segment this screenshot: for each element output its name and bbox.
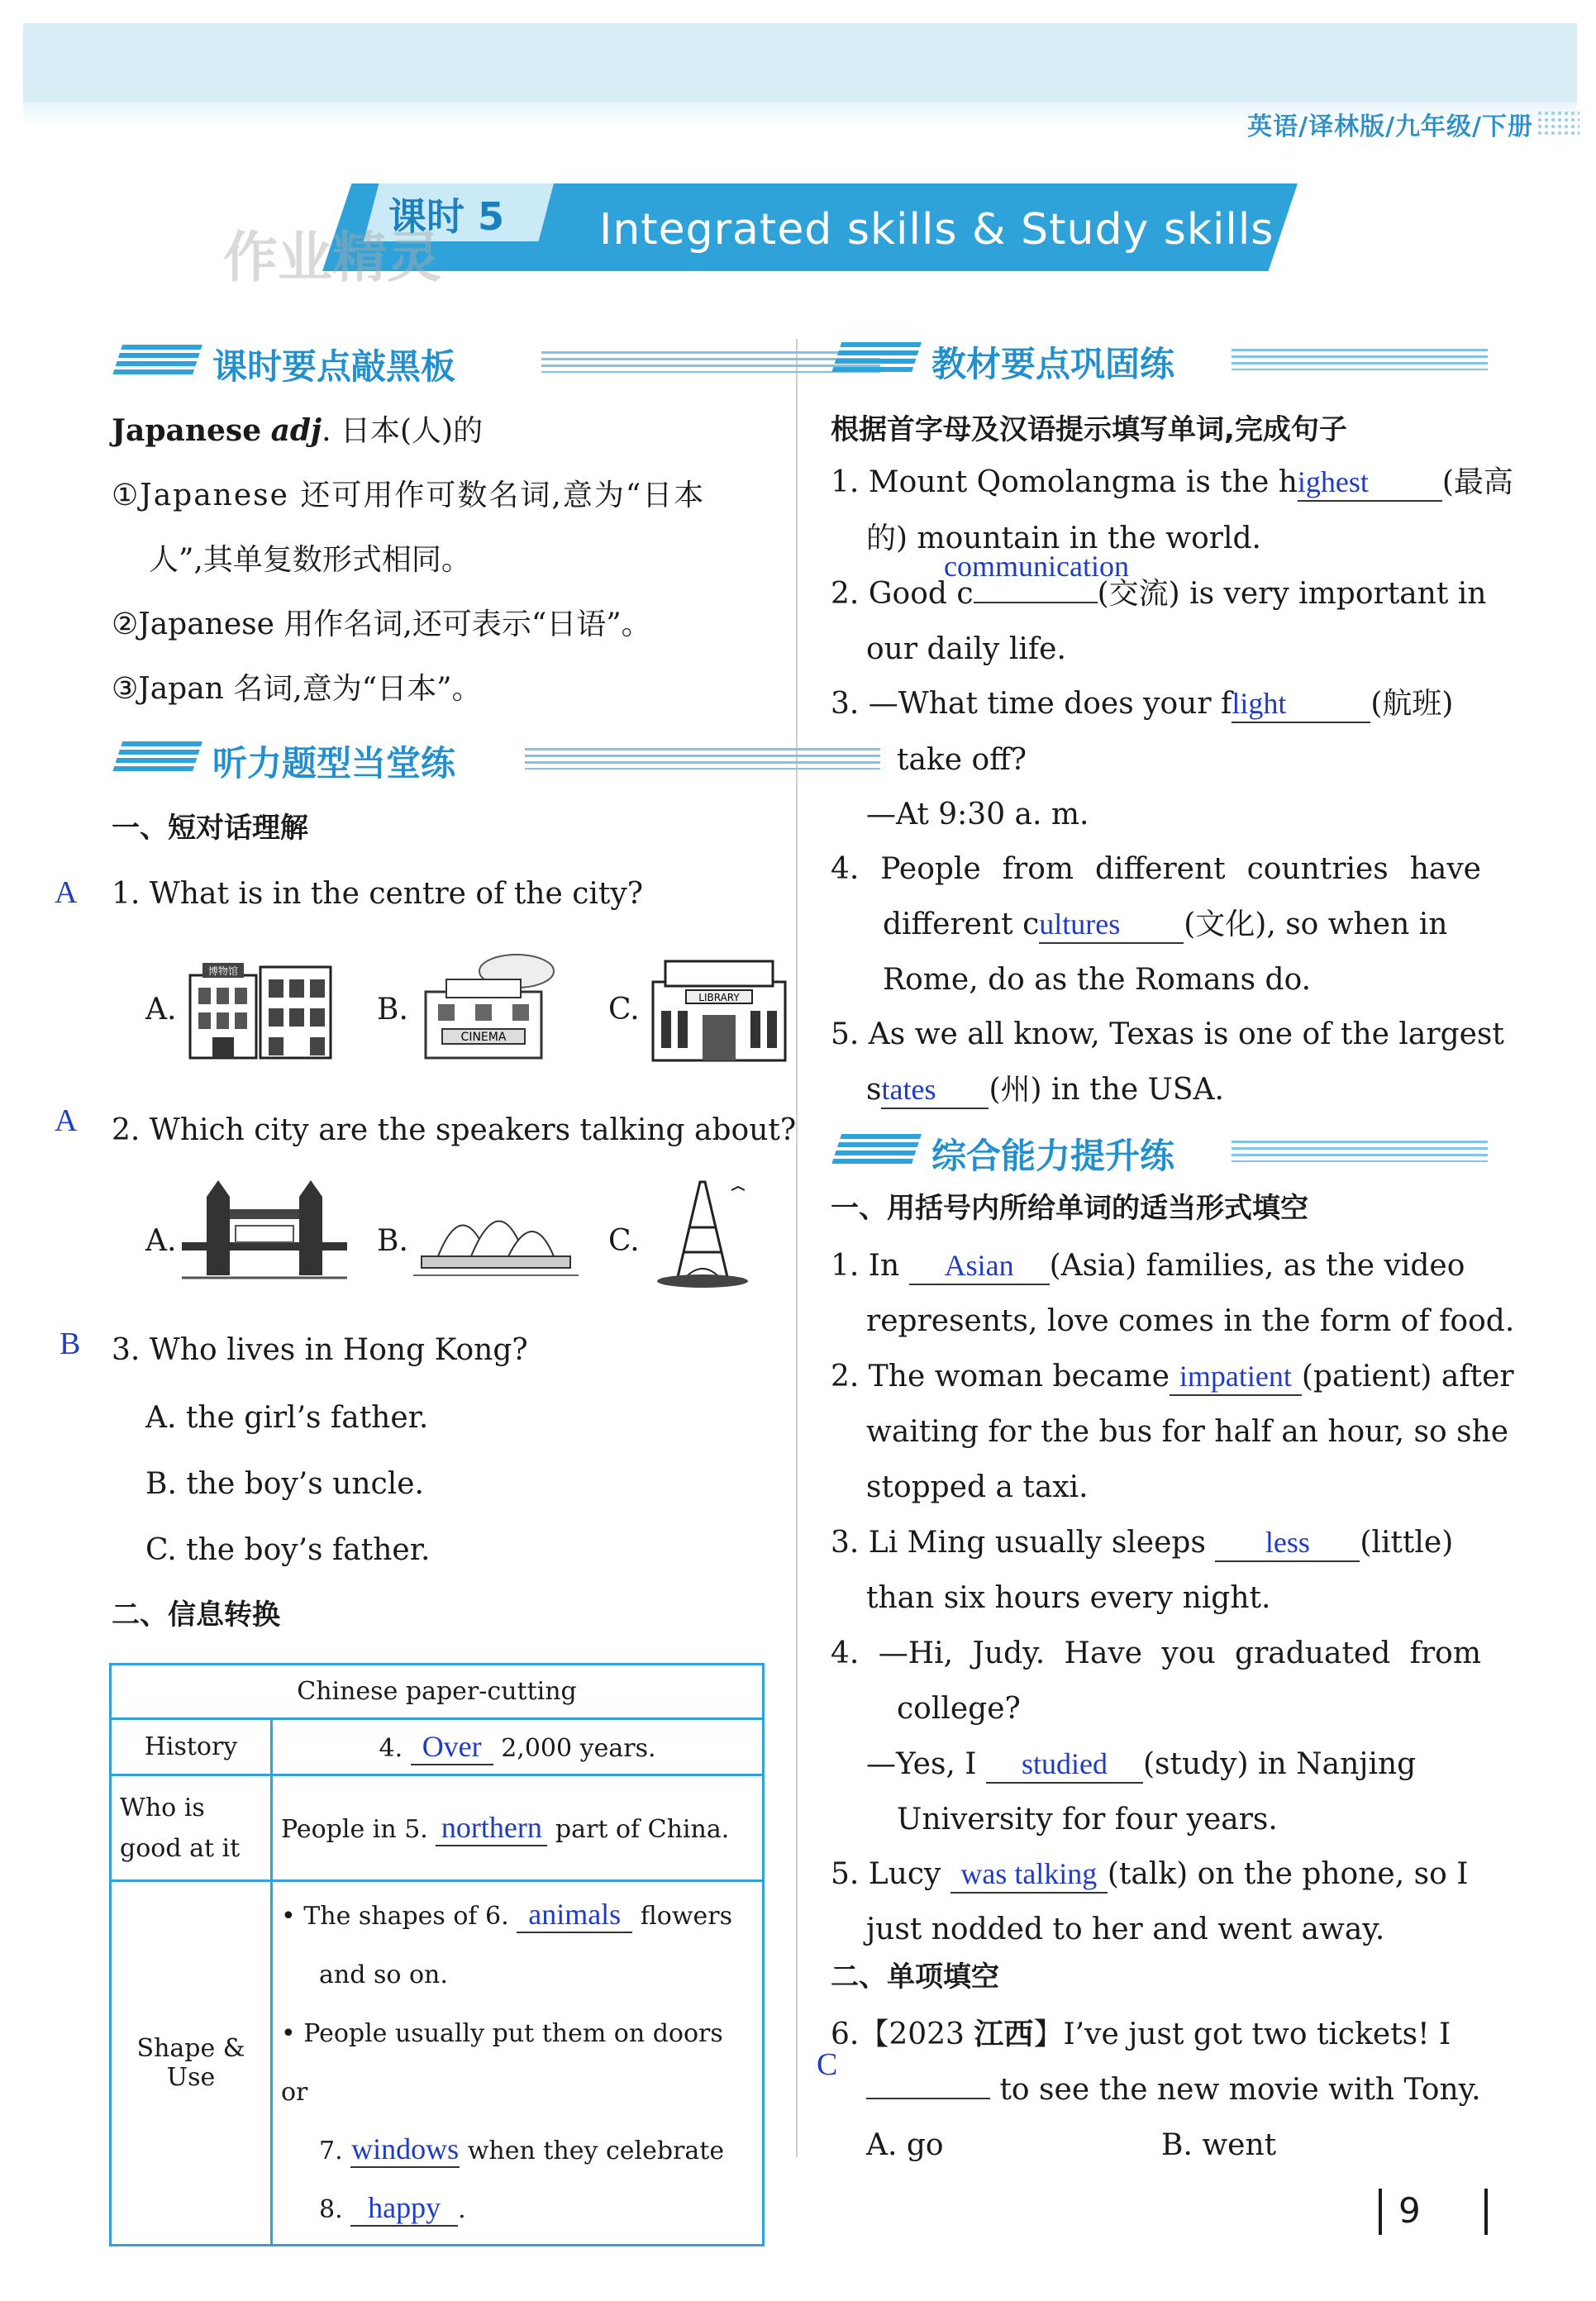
first-letter: s — [866, 1073, 882, 1107]
part-title: 二、信息转换 — [112, 1598, 280, 1632]
fill-1 — [831, 1248, 1465, 1285]
q2-option-a: A. — [145, 1224, 177, 1258]
section-ability — [831, 1124, 1492, 1182]
item-text: 6.【2023 — [831, 2018, 974, 2051]
answer-2: communication — [944, 550, 1129, 583]
cell-text: 7. — [319, 2137, 343, 2165]
museum-icon — [186, 959, 335, 1062]
cell-text: 4. — [379, 1733, 403, 1763]
dots-decoration — [1536, 110, 1579, 135]
item-3 — [831, 686, 1453, 723]
part-title: 一、用括号内所给单词的适当形式填空 — [831, 1192, 1308, 1225]
cell-text: People in 5. — [281, 1814, 428, 1844]
q1-option-b: B. — [377, 993, 408, 1027]
cell-text: flowers — [640, 1902, 733, 1931]
page-bar-right — [1484, 2189, 1488, 2235]
section-stripes-icon — [112, 741, 202, 774]
fill-1-cont: represents, love comes in the form of food. — [866, 1304, 1515, 1338]
museum-sign: 博物馆 — [207, 965, 239, 977]
section-lines — [1232, 349, 1488, 370]
eiffel-tower-icon — [649, 1178, 756, 1293]
question-3: 3. Who lives in Hong Kong? — [112, 1333, 528, 1367]
item-text: different — [883, 908, 1023, 941]
item-text: (交流) is very important in — [1097, 577, 1487, 611]
answer-blank: ultures — [1039, 907, 1184, 944]
item-text: (文化), so when in — [1184, 908, 1448, 941]
cinema-icon — [409, 946, 558, 1062]
fill-3-cont: than six hours every night. — [866, 1581, 1271, 1615]
fill-2-cont1: waiting for the bus for half an hour, so she — [866, 1415, 1509, 1449]
item-2 — [831, 576, 1486, 612]
cell-line — [281, 2122, 754, 2180]
row-label-line: Who is — [120, 1793, 205, 1822]
vocab-pos: adj — [270, 413, 322, 448]
item-hint: (最高 — [1441, 465, 1513, 499]
part-title: 二、单项填空 — [831, 1960, 999, 1994]
vocab-entry — [112, 413, 483, 449]
vocab-word: Japanese — [112, 413, 262, 448]
item-3-reply: —At 9:30 a. m. — [866, 798, 1089, 831]
table-cell — [272, 1719, 764, 1775]
info-table — [109, 1663, 765, 2246]
section-stripes-icon — [112, 345, 202, 378]
item-text: 1. In — [831, 1249, 909, 1283]
source-tag: 江西 — [974, 2017, 1034, 2051]
library-sign: LIBRARY — [698, 992, 740, 1003]
question-2: 2. Which city are the speakers talking about? — [112, 1113, 797, 1147]
section-title: 教材要点巩固练 — [931, 344, 1175, 384]
section-stripes-icon — [831, 342, 922, 375]
item-text: 2. The woman became — [831, 1360, 1170, 1393]
row-label: History — [111, 1719, 272, 1775]
cell-line: and so on. — [319, 1960, 448, 1989]
cell-text: 8. — [319, 2195, 343, 2224]
answer-blank-7: windows — [350, 2133, 460, 2168]
cell-line — [281, 2180, 754, 2239]
item-5: 5. As we all know, Texas is one of the largest — [831, 1017, 1504, 1051]
section-stripes-icon — [831, 1134, 922, 1167]
item-text: (talk) on the phone, so I — [1107, 1857, 1469, 1891]
fill-5-cont: just nodded to her and went away. — [866, 1913, 1385, 1946]
fill-5 — [831, 1856, 1468, 1894]
library-icon — [645, 957, 793, 1065]
answer-mark-6: C — [817, 2047, 838, 2082]
note-1a: ①Japanese 还可用作可数名词,意为“日本 — [112, 479, 706, 512]
row-label-line: good at it — [120, 1833, 241, 1863]
q1-option-c: C. — [608, 993, 640, 1027]
note-2: ②Japanese 用作名词,还可表示“日语”。 — [112, 607, 651, 641]
fill-4: 4. —Hi, Judy. Have you graduated from — [831, 1636, 1481, 1670]
section-lines — [525, 748, 880, 769]
answer-mark-q3: B — [60, 1327, 81, 1361]
note-1b: 人”,其单复数形式相同。 — [149, 543, 471, 577]
page-number: 9 — [1398, 2190, 1421, 2231]
item-text: 】I’ve just got two tickets! I — [1033, 2018, 1451, 2051]
answer-blank: studied — [986, 1746, 1143, 1784]
item-text: (Asia) families, as the video — [1049, 1249, 1465, 1283]
note-3: ③Japan 名词,意为“日本”。 — [112, 672, 482, 706]
lesson-title: Integrated skills & Study skills — [599, 205, 1274, 255]
first-letter: c — [1022, 908, 1040, 941]
row-label: Shape & Use — [111, 1881, 272, 2246]
cinema-sign: CINEMA — [460, 1031, 507, 1044]
first-letter: c — [956, 577, 974, 611]
item-4: 4. People from different countries have — [831, 852, 1481, 886]
choice-6-option-a: A. go — [866, 2128, 944, 2162]
answer-blank: ighest — [1298, 464, 1442, 502]
item-4-cont: Rome, do as the Romans do. — [883, 963, 1312, 997]
item-text: 3. Li Ming usually sleeps — [831, 1526, 1216, 1560]
header-band — [23, 23, 1577, 102]
section-textbook — [831, 332, 1492, 390]
book-label: 英语/译林版/九年级/下册 — [1247, 112, 1533, 141]
section-key-points — [112, 335, 773, 393]
column-divider — [796, 339, 798, 2157]
tower-bridge-icon — [182, 1180, 347, 1284]
q3-option-a: A. the girl’s father. — [145, 1401, 429, 1435]
item-text: (州) in the USA. — [989, 1073, 1225, 1107]
first-letter: h — [1278, 465, 1298, 499]
cell-text: when they celebrate — [467, 2137, 725, 2165]
answer-blank: light — [1232, 686, 1370, 723]
section-title: 课时要点敲黑板 — [212, 346, 456, 387]
answer-blank: impatient — [1170, 1359, 1302, 1396]
answer-blank: was talking — [950, 1856, 1108, 1894]
item-1-cont: 的) mountain in the world. — [866, 522, 1261, 555]
answer-blank — [974, 602, 1098, 603]
item-3-cont: take off? — [897, 743, 1027, 777]
section-listening — [112, 731, 773, 789]
instruction: 根据首字母及汉语提示填写单词,完成句子 — [831, 413, 1347, 446]
item-text: 1. Mount Qomolangma is the — [831, 465, 1279, 499]
opera-house-icon — [413, 1186, 579, 1281]
fill-4-line2 — [866, 1746, 1416, 1784]
item-text: (航班) — [1370, 687, 1454, 721]
answer-mark-q1: A — [55, 875, 78, 910]
item-2-cont: our daily life. — [866, 632, 1066, 666]
q2-option-b: B. — [377, 1224, 408, 1258]
item-text: (patient) after — [1301, 1360, 1514, 1393]
answer-blank-6: animals — [517, 1898, 632, 1933]
item-text: 2. Good — [831, 577, 957, 611]
item-4-line2 — [883, 907, 1447, 944]
choice-6 — [831, 2017, 1451, 2052]
fill-3 — [831, 1525, 1453, 1562]
cell-text: part of China. — [555, 1814, 730, 1844]
item-text: 5. Lucy — [831, 1857, 950, 1891]
section-lines — [541, 351, 880, 373]
fill-4-cont2: University for four years. — [897, 1803, 1278, 1837]
section-title: 听力题型当堂练 — [212, 743, 456, 784]
cell-line: • People usually put them on doors or — [281, 2019, 723, 2107]
q2-option-c: C. — [608, 1224, 640, 1258]
item-text: (little) — [1360, 1526, 1454, 1560]
question-1: 1. What is in the centre of the city? — [112, 877, 644, 911]
q3-option-c: C. the boy’s father. — [145, 1533, 431, 1567]
vocab-def: . 日本(人)的 — [322, 414, 484, 448]
item-text: to see the new movie with Tony. — [999, 2073, 1481, 2107]
answer-blank: less — [1215, 1525, 1360, 1562]
choice-6-option-b: B. went — [1161, 2128, 1277, 2162]
choice-6-cont — [866, 2072, 1481, 2108]
watermark: 作业精灵 — [223, 226, 441, 289]
q1-option-a: A. — [145, 993, 177, 1027]
page-bar-left — [1379, 2189, 1382, 2235]
answer-blank — [866, 2098, 990, 2099]
cell-text: . — [458, 2195, 466, 2224]
fill-2 — [831, 1359, 1514, 1396]
lesson-number: 课时 5 — [388, 194, 505, 239]
answer-blank-8: happy — [350, 2192, 458, 2227]
section-title: 综合能力提升练 — [931, 1136, 1175, 1176]
cell-line — [281, 1887, 754, 1946]
item-text: —Yes, I — [866, 1747, 986, 1781]
answer-blank-5: northern — [436, 1810, 547, 1846]
answer-blank: tates — [881, 1072, 989, 1109]
row-label — [111, 1775, 272, 1881]
table-header: Chinese paper-cutting — [111, 1665, 764, 1719]
first-letter: f — [1221, 687, 1232, 721]
table-cell — [272, 1881, 764, 2246]
section-lines — [1232, 1141, 1488, 1162]
q3-option-b: B. the boy’s uncle. — [145, 1467, 424, 1501]
table-cell — [272, 1775, 764, 1881]
item-1 — [831, 464, 1513, 502]
cell-text: • The shapes of 6. — [281, 1902, 509, 1931]
answer-blank-4: Over — [411, 1729, 493, 1765]
part-title: 一、短对话理解 — [112, 812, 308, 845]
cell-text: 2,000 years. — [501, 1733, 656, 1763]
fill-4-cont: college? — [897, 1692, 1021, 1726]
item-text: 3. —What time does your — [831, 687, 1222, 721]
fill-2-cont2: stopped a taxi. — [866, 1470, 1089, 1504]
answer-blank: Asian — [909, 1248, 1050, 1285]
answer-mark-q2: A — [55, 1103, 78, 1138]
item-text: (study) in Nanjing — [1142, 1747, 1417, 1781]
item-5-line2 — [866, 1072, 1224, 1109]
